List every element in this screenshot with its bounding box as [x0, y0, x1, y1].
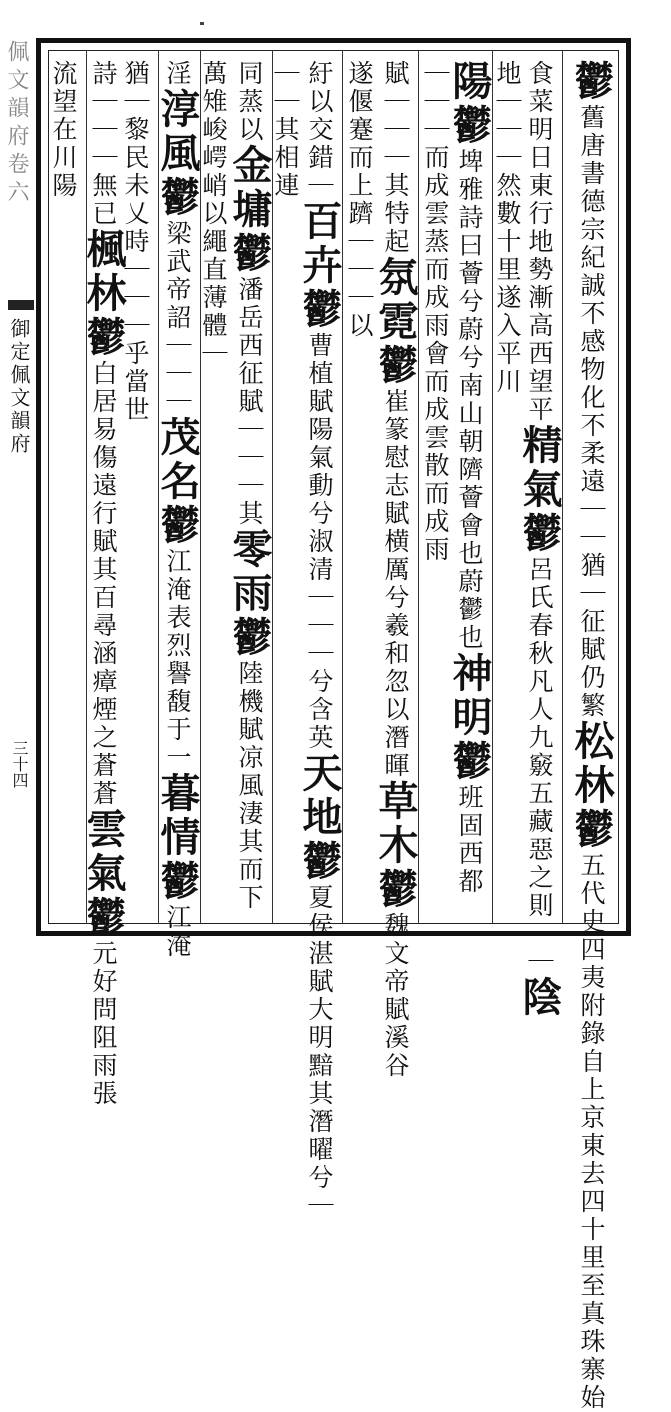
headword: 氛霓鬱 [372, 256, 419, 388]
text-column [271, 60, 306, 916]
citation-text: 五代史四夷附錄自上京東去四十里至真珠寨始 [577, 852, 606, 1412]
citation-text: 猶｜黎民未乂 [121, 60, 150, 228]
headword: 神明鬱 [446, 652, 493, 784]
citation-text: 賦｜｜｜其特起 [381, 60, 410, 256]
citation-text: 舊唐書德宗紀誠不感物化不柔遠｜｜猶｜征賦仍繁 [577, 104, 606, 720]
citation-text: 崔篆慰志賦横厲兮羲和忽以潛暉 [381, 388, 410, 780]
headword: 松林鬱 [568, 720, 615, 852]
headword: 草木鬱 [372, 780, 419, 912]
text-column [154, 60, 201, 960]
headword: 雲氣鬱 [80, 808, 127, 940]
citation-text: 江淹表烈譽馥于一 [163, 548, 192, 772]
citation-text: 詩｜｜｜無已 [89, 60, 118, 228]
ink-speck [200, 22, 204, 25]
text-column [346, 60, 380, 916]
citation-text: 時｜｜｜乎當世 [121, 228, 150, 424]
headword: 暮情鬱 [154, 772, 201, 904]
text-column [296, 60, 343, 1220]
citation-text: 陸機賦凉風淒其而下 [235, 660, 264, 912]
headword: 天地鬱 [296, 752, 343, 884]
text-column [199, 60, 234, 916]
headword: 陽鬱 [446, 60, 493, 148]
text-column [121, 60, 156, 916]
headword: 金墉鬱 [226, 144, 273, 276]
citation-text: ｜｜其相連 [271, 60, 300, 200]
headword: 陰 [516, 976, 563, 1020]
citation-text: 流望在川陽 [49, 60, 78, 200]
citation-text: 江淹 [163, 904, 192, 960]
citation-text: 紆以交錯｜ [305, 60, 334, 200]
citation-text: 食菜明日東行地勢漸高西望平 [525, 60, 554, 424]
citation-text: 呂氏春秋凡人九竅五藏惡之則｜｜ [525, 556, 554, 976]
headword: 茂名鬱 [154, 416, 201, 548]
citation-text: 埤雅詩曰薈兮蔚兮南山朝隮薈會也蔚鬱也 [455, 148, 484, 652]
text-column [80, 60, 127, 1108]
text-column [516, 60, 563, 1020]
citation-text: 萬雉峻崿峭以繩直 [199, 60, 228, 284]
citation-text: 魏文帝賦溪谷 [381, 912, 410, 1080]
citation-text: 同蒸以 [235, 60, 264, 144]
citation-text: ｜｜｜而成雲蒸而成雨會而成雲散而成雨 [421, 60, 450, 564]
text-column [372, 60, 419, 1080]
citation-text: 薄體｜ [199, 284, 228, 368]
text-column [568, 60, 615, 1412]
headword: 精氣鬱 [516, 424, 563, 556]
citation-text: 潘岳西征賦｜｜｜其 [235, 276, 264, 528]
headword: 百卉鬱 [296, 200, 343, 332]
citation-text: 元好問阻雨張 [89, 940, 118, 1108]
citation-text: 地｜｜｜然數十里遂入平川 [493, 60, 522, 396]
citation-text: 班固西都 [455, 784, 484, 896]
fish-tail-mark [8, 300, 34, 310]
citation-text: 夏侯湛賦大明黯其潛曜兮｜ [305, 884, 334, 1220]
citation-text: 淫 [163, 60, 192, 88]
headword: 楓林鬱 [80, 228, 127, 360]
headword: 零雨鬱 [226, 528, 273, 660]
folio-number: 三十四 [10, 740, 29, 788]
citation-text: 梁武帝詔｜｜｜ [163, 220, 192, 416]
text-column [226, 60, 273, 916]
text-column [49, 60, 84, 916]
gutter-upper-text: 佩文韻府卷六 [4, 40, 29, 208]
headword: 鬱 [568, 60, 615, 104]
citation-text: 白居易傷遠行賦其百尋涵瘴煙之蒼蒼 [89, 360, 118, 808]
text-column [493, 60, 528, 916]
gutter-book-title: 御定佩文韻府 [7, 318, 31, 456]
citation-text: 曹植賦陽氣動兮淑清｜｜｜兮含英 [305, 332, 334, 752]
text-column [446, 60, 493, 916]
citation-text: 遂偃蹇而上躋｜｜｜以 [345, 60, 374, 340]
text-column [421, 60, 456, 916]
headword: 淳風鬱 [154, 88, 201, 220]
